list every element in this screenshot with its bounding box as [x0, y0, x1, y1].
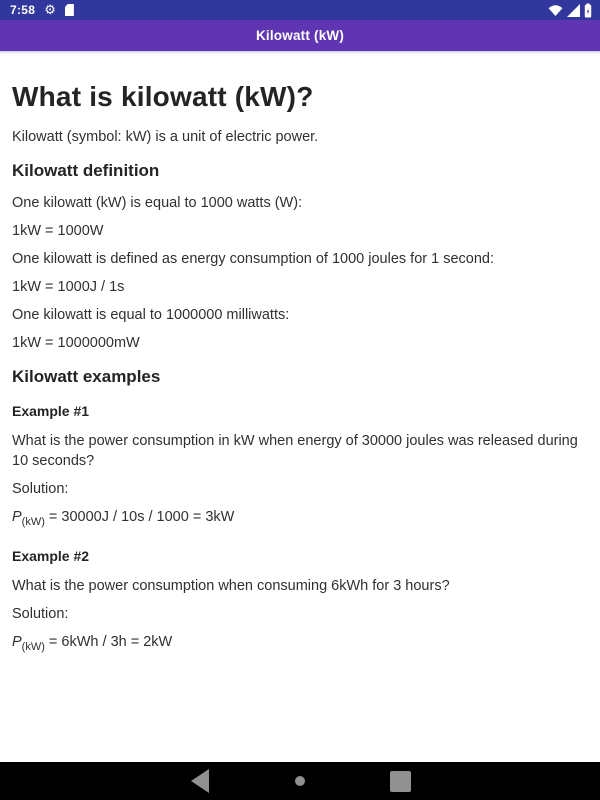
- definition-paragraph: One kilowatt is defined as energy consumption of 1000 joules for 1 second:: [12, 251, 495, 267]
- recents-square-icon: [390, 771, 411, 792]
- formula-expression: = 30000J / 10s / 1000 = 3kW: [44, 509, 235, 525]
- example1-question: What is the power consumption in kW when energy of 30000 joules was released during 10 seconds?: [12, 433, 578, 469]
- example1-formula: [12, 507, 588, 532]
- status-bar-left: [8, 3, 74, 17]
- navigation-bar: [0, 762, 600, 800]
- article-content[interactable]: [0, 54, 600, 800]
- status-bar: [0, 0, 600, 20]
- formula-subscript: (kW): [21, 640, 45, 653]
- sd-card-icon: [65, 4, 74, 16]
- back-button[interactable]: [176, 762, 224, 800]
- wifi-icon: [548, 4, 563, 17]
- formula-variable: P: [12, 633, 22, 650]
- definition-paragraph: One kilowatt is equal to 1000000 milliwatts:: [12, 307, 290, 323]
- definition-formula: 1kW = 1000J / 1s: [12, 279, 125, 295]
- back-triangle-icon: [191, 769, 209, 793]
- app-bar-title: Kilowatt (kW): [255, 28, 345, 43]
- formula-expression: = 6kWh / 3h = 2kW: [44, 633, 173, 650]
- status-bar-right: [548, 3, 592, 18]
- definition-paragraph: One kilowatt (kW) is equal to 1000 watts (W):: [12, 195, 303, 211]
- formula-variable: P: [12, 509, 22, 525]
- cell-signal-icon: [567, 4, 580, 17]
- example2-formula: [12, 632, 588, 657]
- definition-formula: 1kW = 1000W: [12, 223, 104, 239]
- page-title: What is kilowatt (kW)?: [12, 81, 314, 112]
- example2-question: What is the power consumption when consuming 6kWh for 3 hours?: [12, 577, 450, 594]
- intro-paragraph: Kilowatt (symbol: kW) is a unit of electric power.: [12, 129, 319, 145]
- home-circle-icon: [295, 776, 305, 786]
- example1-heading: Example #1: [12, 403, 90, 419]
- battery-icon: [584, 3, 592, 18]
- definition-heading: Kilowatt definition: [12, 161, 160, 180]
- example2-heading: Example #2: [12, 547, 90, 564]
- settings-gear-icon: ⚙: [44, 2, 56, 18]
- example2-solution-label: Solution:: [12, 605, 69, 622]
- definition-formula: 1kW = 1000000mW: [12, 335, 140, 351]
- clock-time: 7:58: [10, 3, 36, 17]
- examples-heading: Kilowatt examples: [12, 367, 161, 386]
- app-bar: [0, 20, 600, 51]
- home-button[interactable]: [276, 762, 324, 800]
- recents-button[interactable]: [376, 762, 424, 800]
- formula-subscript: (kW): [21, 515, 45, 528]
- example1-solution-label: Solution:: [12, 481, 69, 497]
